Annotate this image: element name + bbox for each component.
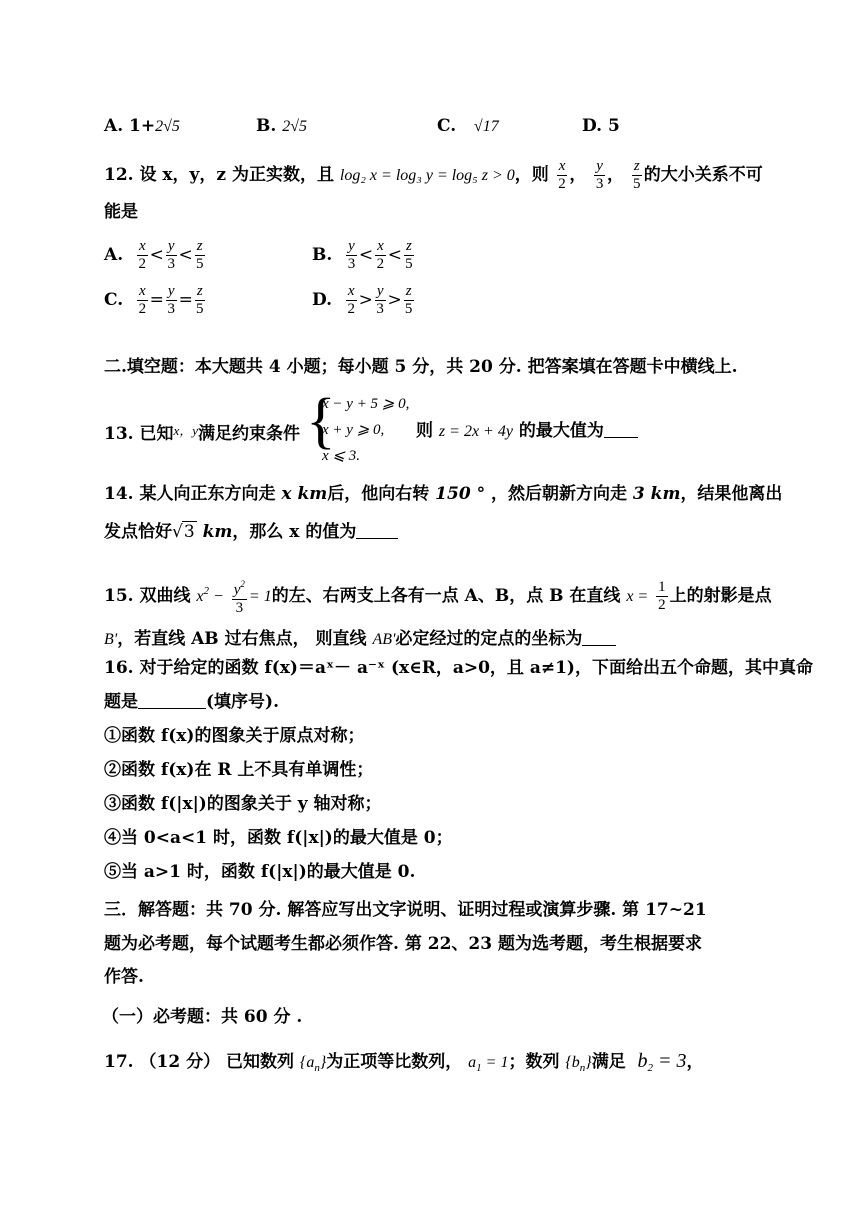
q13-objective: 则 z = 2x + 4y 的最大值为	[416, 419, 638, 444]
q13-stem: 13. 已知$^{x,y}$满足约束条件	[104, 423, 301, 444]
q13-constraint-2: x + y ⩾ 0,	[322, 422, 385, 438]
q16-item-4: ④当 0<a<1 时，函数 f(|x|)的最大值是 0；	[104, 828, 453, 848]
q11-option-d: D. 5	[582, 116, 620, 136]
q13-constraint-1: x − y + 5 ⩾ 0,	[322, 396, 410, 412]
q16-item-1: ①函数 f(x)的图象关于原点对称；	[104, 726, 365, 746]
q13-brace: {	[306, 387, 336, 455]
subsection-required: （一）必考题：共 60 分 .	[102, 1007, 303, 1027]
q11-option-a: A. 1+	[104, 116, 156, 136]
q16-item-3: ③函数 f(|x|)的图象关于 y 轴对称；	[104, 794, 382, 814]
section-3-line3: 作答.	[104, 967, 144, 987]
q14-answer-blank[interactable]	[356, 520, 398, 539]
q13-constraint-3: x ⩽ 3.	[322, 448, 360, 464]
q12-option-c: C. $\frac{x}{2}$ = $\frac{y}{3}$ = $\frac{z}{5}$	[104, 283, 204, 317]
section-3-line1: 三．解答题：共 70 分. 解答应写出文字说明、证明过程或演算步骤. 第 17~21	[104, 900, 707, 920]
q16-line1: 16. 对于给定的函数 f(x)＝aˣ－ a⁻ˣ (x∈R，a>0，且 a≠1)，下面给出五个命题，其中真命	[104, 658, 813, 678]
section-2-heading: 二.填空题：本大题共 4 小题；每小题 5 分，共 20 分. 把答案填在答题卡中横线上.	[104, 357, 738, 377]
q12-option-d: D. $\frac{x}{2}$ > $\frac{y}{3}$ > $\frac{z}{5}$	[312, 283, 413, 317]
q12-option-a: A. $\frac{x}{2}$ < $\frac{y}{3}$ < $\frac{z}{5}$	[104, 238, 204, 272]
q16-item-5: ⑤当 a>1 时，函数 f(|x|)的最大值是 0.	[104, 862, 416, 882]
q12-stem-line2: 能是	[104, 202, 138, 222]
section-3-line2: 题为必考题，每个试题考生都必须作答. 第 22、23 题为选考题，考生根据要求	[104, 934, 702, 954]
q16-line2: 题是 (填序号).	[104, 692, 280, 712]
q15-answer-blank[interactable]	[582, 627, 616, 646]
q11-option-c: C. √17	[437, 116, 499, 136]
q12-stem: 12. 设 x，y，z 为正实数，且 log₂ x = log₃ y = log₅ z > 0，则 $\frac{x}{2}$ ， $\frac{y}{3}$ ， $\frac{z}{5}$ 的大小关系不可	[104, 158, 763, 192]
q16-item-2: ②函数 f(x)在 R 上不具有单调性；	[104, 760, 374, 780]
q17-stem: 17. （12 分） 已知数列 $\{a_n\}$为正项等比数列， $a_1 = 1$；数列 $\{b_n\}$满足 $b_2 = 3$，	[104, 1050, 704, 1074]
q12-option-b: B. $\frac{y}{3}$ < $\frac{x}{2}$ < $\frac{z}{5}$	[312, 238, 413, 272]
q15-line2: B'，若直线 AB 过右焦点， 则直线 AB'必定经过的定点的坐标为	[104, 627, 616, 652]
q11-options: A. 1+2√5	[104, 116, 180, 136]
q13-answer-blank[interactable]	[604, 419, 638, 438]
q14-line2: 发点恰好√3 km，那么 x 的值为	[104, 520, 398, 544]
q15-line1: 15. 双曲线 $x^2$ − $\frac{y^2}{3}$ = 1的左、右两支上各有一点 A、B，点 B 在直线 x = $\frac{1}{2}$ 上的射影是点	[104, 576, 772, 617]
q11-option-b: B. 2√5	[256, 116, 307, 136]
q16-answer-blank[interactable]	[138, 690, 206, 709]
q14-line1: 14. 某人向正东方向走 x km后，他向右转 150 ° ，然后朝新方向走 3 km，结果他离出	[104, 484, 783, 504]
